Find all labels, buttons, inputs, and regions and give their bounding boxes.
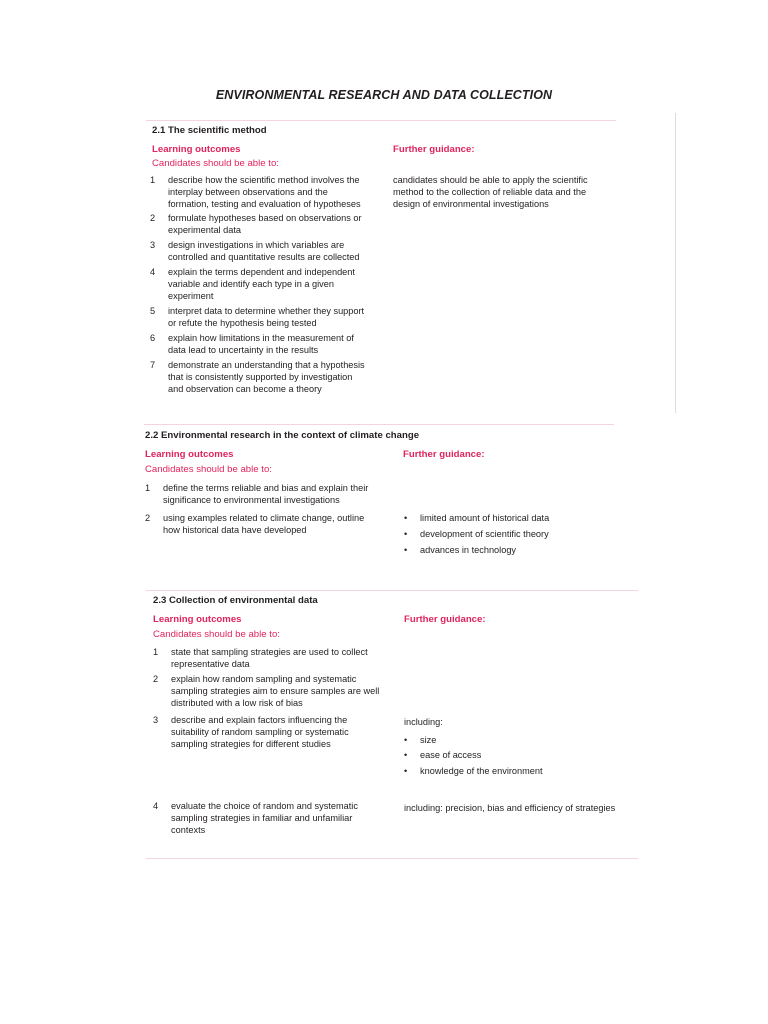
candidates-subheading: Candidates should be able to: <box>153 629 280 640</box>
section-top-rule <box>146 590 638 591</box>
item-text: explain how random sampling and systematic sampling strategies aim to ensure samples are well distributed with a low risk of bias <box>171 674 380 708</box>
item-text: formulate hypotheses based on observations or experimental data <box>168 213 362 235</box>
item-text: explain how limitations in the measurement of data lead to uncertainty in the results <box>168 333 354 355</box>
bullet-text: advances in technology <box>420 545 517 555</box>
bullet-dot-icon: • <box>404 766 408 776</box>
item-number: 4 <box>153 801 159 811</box>
vertical-divider <box>675 113 676 413</box>
bullet-text: limited amount of historical data <box>420 513 550 523</box>
item-number: 2 <box>145 513 151 523</box>
section-top-rule <box>146 120 616 121</box>
section-title: 2.3 Collection of environmental data <box>153 595 318 606</box>
bullet-dot-icon: • <box>404 545 408 555</box>
section-bottom-rule <box>146 858 638 859</box>
learning-outcomes-heading: Learning outcomes <box>152 144 241 155</box>
item-number: 5 <box>150 306 156 316</box>
item-text: evaluate the choice of random and systematic sampling strategies in familiar and unfamiliar contexts <box>171 801 358 835</box>
section-title: 2.1 The scientific method <box>152 125 267 136</box>
item-text: demonstrate an understanding that a hypothesis that is consistently supported by investigation and observation can become a theory <box>168 360 365 394</box>
further-guidance-heading: Further guidance: <box>404 614 486 625</box>
bullet-dot-icon: • <box>404 750 408 760</box>
bullet-dot-icon: • <box>404 513 408 523</box>
bullet-text: size <box>420 735 437 745</box>
bullet-text: knowledge of the environment <box>420 766 543 776</box>
further-guidance-heading: Further guidance: <box>393 144 475 155</box>
item-number: 1 <box>153 647 159 657</box>
candidates-subheading: Candidates should be able to: <box>152 158 279 169</box>
item-number: 3 <box>150 240 156 250</box>
bullet-text: development of scientific theory <box>420 529 549 539</box>
including-label: including: <box>404 717 443 727</box>
further-guidance-text: candidates should be able to apply the scientific method to the collection of reliable data and the design of environmental investigations <box>393 175 588 209</box>
item-number: 1 <box>150 175 156 185</box>
item-text: describe and explain factors influencing the suitability of random sampling or systematic sampling strategies for different studies <box>171 715 349 749</box>
item-number: 4 <box>150 267 156 277</box>
item-text: describe how the scientific method involves the interplay between observations and the formation, testing and evaluation of hypotheses <box>168 175 361 209</box>
learning-outcomes-heading: Learning outcomes <box>153 614 242 625</box>
item-text: using examples related to climate change, outline how historical data have developed <box>163 513 365 535</box>
item-text: explain the terms dependent and independent variable and identify each type in a given experiment <box>168 267 355 301</box>
bullet-text: ease of access <box>420 750 482 760</box>
page-title: ENVIRONMENTAL RESEARCH AND DATA COLLECTION <box>215 88 553 102</box>
item-number: 6 <box>150 333 156 343</box>
item-text: design investigations in which variables are controlled and quantitative results are collected <box>168 240 360 262</box>
section-top-rule <box>144 424 614 425</box>
further-guidance-text: including: precision, bias and efficiency of strategies <box>404 803 616 813</box>
item-number: 3 <box>153 715 159 725</box>
bullet-dot-icon: • <box>404 529 408 539</box>
bullet-dot-icon: • <box>404 735 408 745</box>
item-text: define the terms reliable and bias and explain their significance to environmental investigations <box>163 483 369 505</box>
item-number: 2 <box>153 674 159 684</box>
item-number: 7 <box>150 360 156 370</box>
further-guidance-heading: Further guidance: <box>403 449 485 460</box>
section-title: 2.2 Environmental research in the context of climate change <box>145 430 420 441</box>
learning-outcomes-heading: Learning outcomes <box>145 449 234 460</box>
item-text: state that sampling strategies are used to collect representative data <box>171 647 368 669</box>
item-text: interpret data to determine whether they support or refute the hypothesis being tested <box>168 306 365 328</box>
item-number: 1 <box>145 483 151 493</box>
candidates-subheading: Candidates should be able to: <box>145 464 272 475</box>
item-number: 2 <box>150 213 156 223</box>
